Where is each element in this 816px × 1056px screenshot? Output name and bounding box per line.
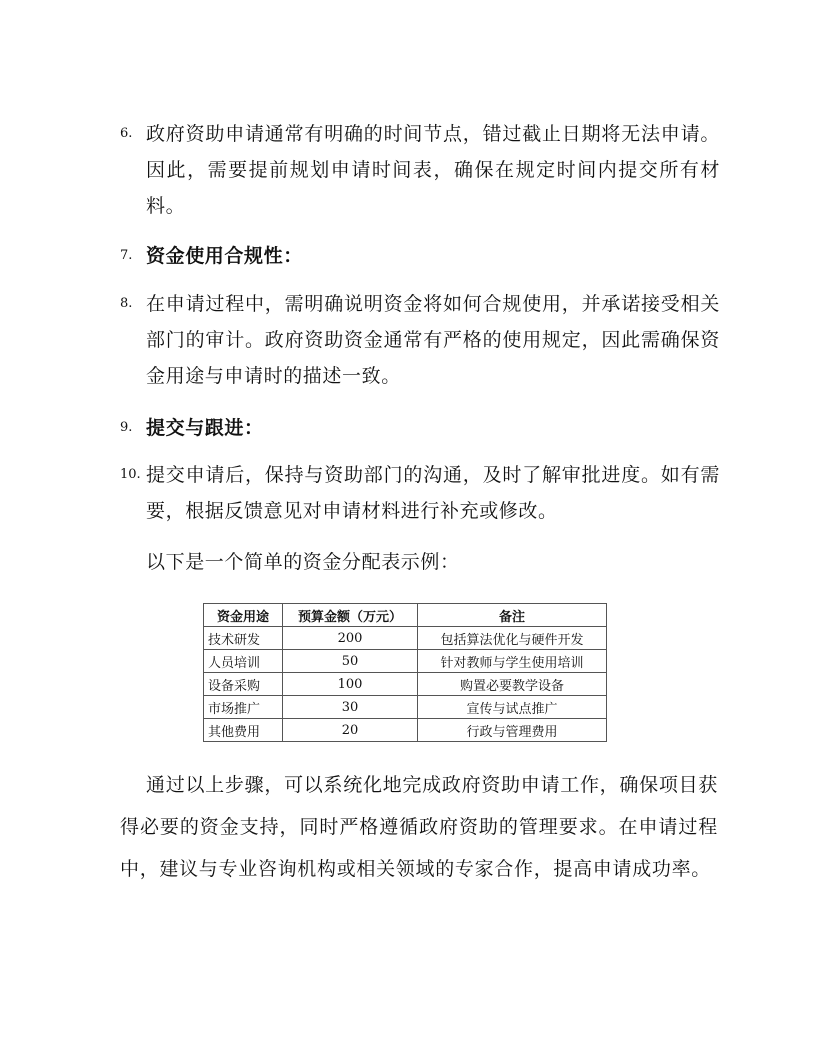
table-cell: 人员培训: [204, 650, 283, 673]
budget-table: [203, 603, 607, 742]
table-row: [204, 650, 607, 673]
table-intro: 以下是一个简单的资金分配表示例：: [146, 551, 460, 573]
list-item-9: [120, 410, 720, 446]
list-number: 9.: [120, 420, 133, 435]
table-header-cell: 预算金额（万元）: [283, 604, 418, 627]
list-number: 8.: [120, 296, 133, 311]
list-item-6: [120, 116, 720, 224]
table-cell: 设备采购: [204, 673, 283, 696]
table-cell: 200: [283, 627, 418, 650]
table-cell: 20: [283, 719, 418, 742]
list-text: 提交申请后，保持与资助部门的沟通，及时了解审批进度。如有需要，根据反馈意见对申请材料进行补充或修改。: [146, 464, 720, 522]
table-cell: 市场推广: [204, 696, 283, 719]
table-row: [204, 696, 607, 719]
table-cell: 宣传与试点推广: [418, 696, 607, 719]
list-number: 10.: [120, 467, 141, 482]
table-cell: 50: [283, 650, 418, 673]
section-heading: 资金使用合规性：: [146, 245, 303, 267]
table-cell: 30: [283, 696, 418, 719]
conclusion-paragraph: 通过以上步骤，可以系统化地完成政府资助申请工作，确保项目获得必要的资金支持，同时严格遵循政府资助的管理要求。在申请过程中，建议与专业咨询机构或相关领域的专家合作，提高申请成功率。: [120, 774, 718, 880]
table-header-cell: 资金用途: [204, 604, 283, 627]
table-cell: 其他费用: [204, 719, 283, 742]
table-cell: 包括算法优化与硬件开发: [418, 627, 607, 650]
list-number: 6.: [120, 126, 133, 141]
list-number: 7.: [120, 248, 133, 263]
table-row: [204, 719, 607, 742]
table-header-row: [204, 604, 607, 627]
table-cell: 技术研发: [204, 627, 283, 650]
list-item-10: [120, 457, 720, 529]
table-cell: 行政与管理费用: [418, 719, 607, 742]
table-header-cell: 备注: [418, 604, 607, 627]
section-heading: 提交与跟进：: [146, 417, 264, 439]
list-text: 政府资助申请通常有明确的时间节点，错过截止日期将无法申请。因此，需要提前规划申请时间表，确保在规定时间内提交所有材料。: [146, 123, 720, 217]
list-item-8: [120, 286, 720, 394]
table-cell: 针对教师与学生使用培训: [418, 650, 607, 673]
list-text: 在申请过程中，需明确说明资金将如何合规使用，并承诺接受相关部门的审计。政府资助资金通常有严格的使用规定，因此需确保资金用途与申请时的描述一致。: [146, 293, 720, 387]
table-row: [204, 627, 607, 650]
table-cell: 100: [283, 673, 418, 696]
table-row: [204, 673, 607, 696]
list-item-7: [120, 238, 720, 274]
table-cell: 购置必要教学设备: [418, 673, 607, 696]
